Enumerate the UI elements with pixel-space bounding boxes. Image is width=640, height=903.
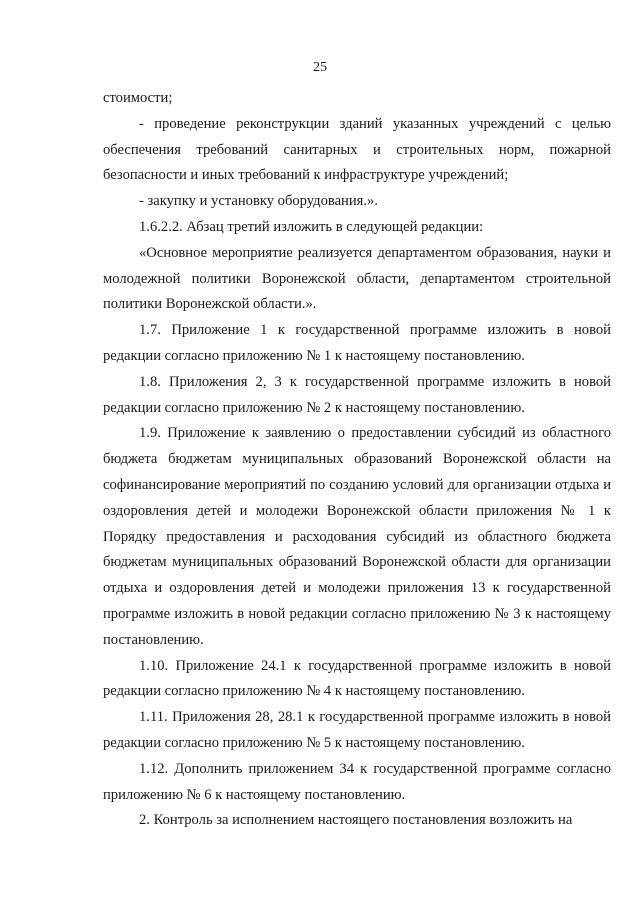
- paragraph-9: 1.10. Приложение 24.1 к государственной программе изложить в новой редакции согласно приложению № 4 к настоящему постановлению.: [103, 657, 611, 700]
- page-number: 25: [313, 60, 327, 75]
- paragraph-2: - проведение реконструкции зданий указанных учреждений с целью обеспечения требований санитарных и строительных норм, пожарной безопасности и иных требований к инфраструктуре учреждений;: [103, 115, 611, 184]
- paragraph-3: - закупку и установку оборудования.».: [139, 193, 378, 210]
- paragraph-12: 2. Контроль за исполнением настоящего постановления возложить на: [139, 812, 573, 829]
- paragraph-11: 1.12. Дополнить приложением 34 к государственной программе согласно приложению № 6 к настоящему постановлению.: [103, 760, 611, 803]
- document-body: [103, 86, 611, 834]
- paragraph-1: стоимости;: [103, 90, 173, 106]
- paragraph-10: 1.11. Приложения 28, 28.1 к государственной программе изложить в новой редакции согласно приложению № 5 к настоящему постановлению.: [103, 709, 611, 751]
- paragraph-7: 1.8. Приложения 2, 3 к государственной программе изложить в новой редакции согласно приложению № 2 к настоящему постановлению.: [103, 373, 611, 416]
- paragraph-6: 1.7. Приложение 1 к государственной программе изложить в новой редакции согласно приложению № 1 к настоящему постановлению.: [103, 322, 611, 364]
- paragraph-4: 1.6.2.2. Абзац третий изложить в следующей редакции:: [139, 218, 484, 235]
- paragraph-8: 1.9. Приложение к заявлению о предоставлении субсидий из областного бюджета бюджетам муниципальных образований Воронежской области на софинансирование мероприятий по созданию условий для организации отдыха и оздоровления детей и молодежи Воронежской области приложения № 1 к Порядку предоставления и расходования субсидий из областного бюджета бюджетам муниципальных образований Воронежской области для организации отдыха и оздоровления детей и молодежи приложения 13 к государственной программе изложить в новой редакции согласно приложению № 3 к настоящему постановлению.: [103, 425, 611, 648]
- paragraph-5: «Основное мероприятие реализуется департаментом образования, науки и молодежной политики Воронежской области, департаментом строительной политики Воронежской области.».: [103, 244, 611, 313]
